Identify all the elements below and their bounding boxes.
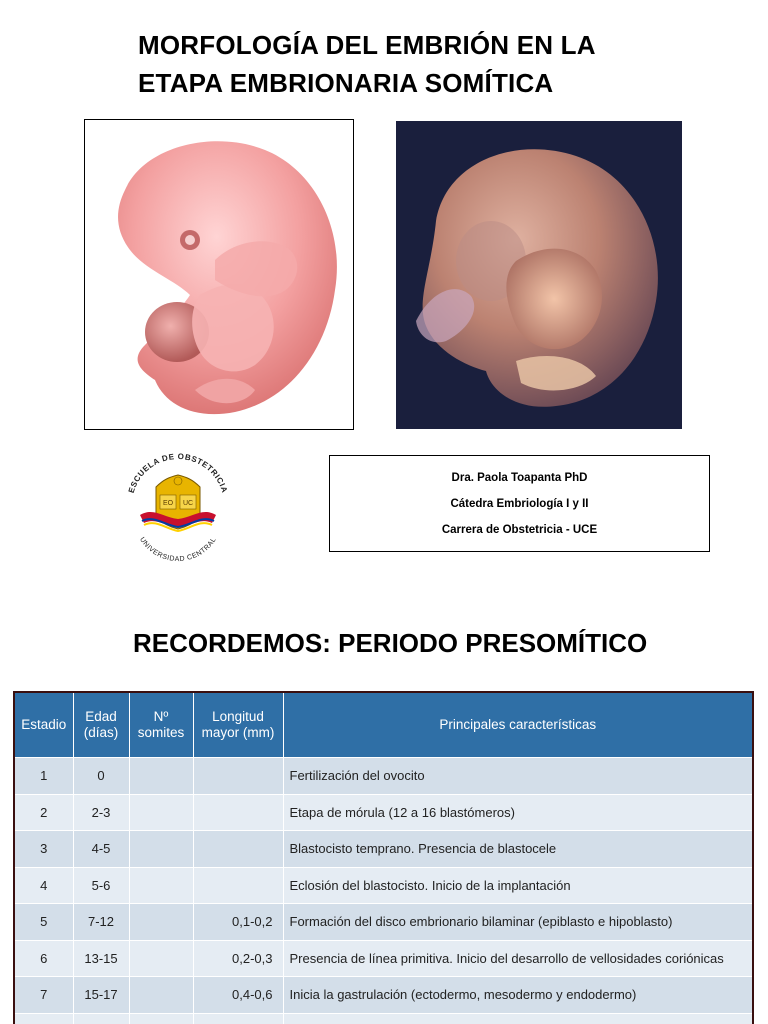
cell-age: 15-17: [73, 977, 129, 1014]
cell-age: 4-5: [73, 831, 129, 868]
cell-length: [193, 794, 283, 831]
logo-bottom-text: UNIVERSIDAD CENTRAL: [138, 536, 218, 564]
table-row: [15, 831, 752, 868]
header-somites: Nº somites: [129, 693, 193, 758]
table-row: [15, 1013, 752, 1024]
cell-age: [73, 1013, 129, 1024]
title-line-1: MORFOLOGÍA DEL EMBRIÓN EN LA: [138, 30, 596, 60]
cell-characteristics: Blastocisto temprano. Presencia de blastocele: [283, 831, 752, 868]
cell-somites: [129, 867, 193, 904]
cell-stage: 5: [15, 904, 73, 941]
table-row: [15, 758, 752, 795]
cell-somites: [129, 794, 193, 831]
program-name: Carrera de Obstetricia - UCE: [441, 523, 598, 536]
cell-characteristics: Inicia la gastrulación (ectodermo, mesodermo y endodermo): [283, 977, 752, 1014]
cell-somites: [129, 940, 193, 977]
header-characteristics: Principales características: [283, 693, 752, 758]
section-title: RECORDEMOS: PERIODO PRESOMÍTICO: [133, 628, 648, 658]
cell-stage: 2: [15, 794, 73, 831]
svg-text:UNIVERSIDAD CENTRAL: [138, 536, 218, 563]
cell-length: [193, 1013, 283, 1024]
cell-age: 2-3: [73, 794, 129, 831]
cell-age: 5-6: [73, 867, 129, 904]
logo-top-text: ESCUELA DE OBSTETRICIA: [126, 451, 230, 495]
table-row: [15, 794, 752, 831]
logo-initials-right: UC: [182, 500, 194, 507]
table-row: [15, 977, 752, 1014]
cell-length: 0,2-0,3: [193, 940, 283, 977]
cell-characteristics: Fertilización del ovocito: [283, 758, 752, 795]
cell-length: [193, 758, 283, 795]
cell-stage: 1: [15, 758, 73, 795]
cell-somites: [129, 831, 193, 868]
cell-characteristics: Formación del disco embrionario bilaminar (epiblasto e hipoblasto): [283, 904, 752, 941]
cell-characteristics: Etapa de mórula (12 a 16 blastómeros): [283, 794, 752, 831]
cell-stage: 6: [15, 940, 73, 977]
cell-age: 7-12: [73, 904, 129, 941]
cell-somites: [129, 1013, 193, 1024]
cell-age: 0: [73, 758, 129, 795]
cell-age: 13-15: [73, 940, 129, 977]
cell-somites: [129, 904, 193, 941]
table-row: [15, 867, 752, 904]
cell-stage: 3: [15, 831, 73, 868]
header-age: Edad (días): [73, 693, 129, 758]
cell-characteristics: [283, 1013, 752, 1024]
cell-stage: [15, 1013, 73, 1024]
author-info-box: [329, 455, 710, 552]
cell-characteristics: Eclosión del blastocisto. Inicio de la implantación: [283, 867, 752, 904]
cell-somites: [129, 977, 193, 1014]
school-logo: [118, 447, 238, 567]
logo-initials-left: EO: [162, 500, 174, 507]
header-length: Longitud mayor (mm): [193, 693, 283, 758]
table-row: [15, 940, 752, 977]
title-line-2: ETAPA EMBRIONARIA SOMÍTICA: [138, 68, 554, 98]
author-name: Dra. Paola Toapanta PhD: [451, 471, 588, 484]
cell-somites: [129, 758, 193, 795]
embryo-photo: [396, 121, 682, 429]
cell-stage: 4: [15, 867, 73, 904]
cell-length: 0,4-0,6: [193, 977, 283, 1014]
stages-table: [13, 691, 754, 1024]
slide-title: [138, 26, 698, 102]
cell-length: [193, 831, 283, 868]
cell-length: 0,1-0,2: [193, 904, 283, 941]
cell-characteristics: Presencia de línea primitiva. Inicio del desarrollo de vellosidades coriónicas: [283, 940, 752, 977]
header-stage: Estadio: [15, 693, 73, 758]
cell-stage: 7: [15, 977, 73, 1014]
cell-length: [193, 867, 283, 904]
chair-name: Cátedra Embriología I y II: [450, 497, 589, 510]
embryo-illustration: [84, 119, 354, 430]
table-row: [15, 904, 752, 941]
table-header-row: [15, 693, 752, 758]
